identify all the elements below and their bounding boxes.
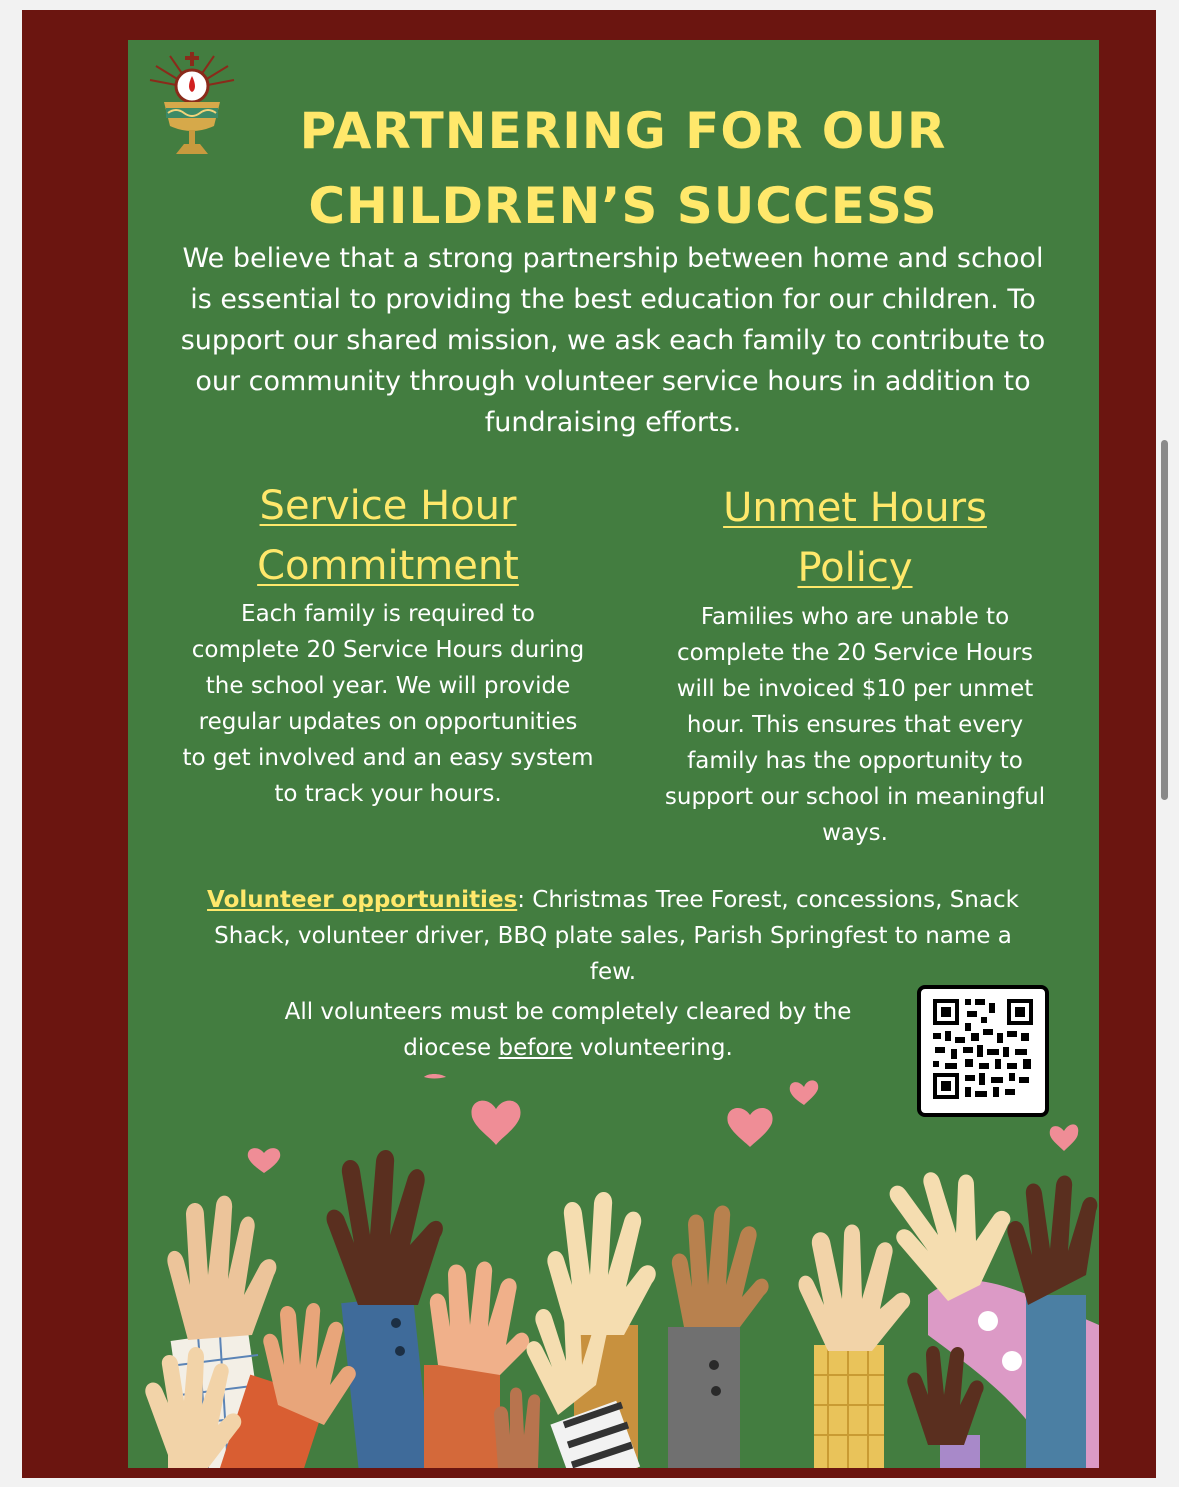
heading-line: Commitment [257,543,519,589]
intro-line: is essential to providing the best education for our children. To [190,284,1036,315]
text-line: ways. [822,820,888,846]
text-line: regular updates on opportunities [198,709,578,735]
hand [1007,1175,1097,1305]
text-line: Families who are unable to [700,604,1010,630]
hand [799,1225,911,1352]
volunteer-line: Shack, volunteer driver, BBQ plate sales, Parish Springfest to name a [214,923,1012,949]
unmet-hours-heading [625,478,1085,598]
clearance-notice [238,994,898,1066]
scrollbar[interactable] [1161,440,1168,800]
flyer-poster [128,40,1099,1468]
text-line: family has the opportunity to [687,748,1023,774]
text-line: to track your hours. [274,781,502,807]
intro-line: We believe that a strong partnership between home and school [182,243,1044,274]
title-line: CHILDREN’S SUCCESS [308,177,938,235]
hand [890,1172,1011,1301]
raised-hands-illustration [128,1065,1099,1468]
text-line: complete the 20 Service Hours [676,640,1034,666]
intro-paragraph [152,238,1074,443]
volunteer-line: few. [589,959,637,985]
text-line: hour. This ensures that every [686,712,1024,738]
chalice-logo-icon [146,52,238,160]
volunteer-label: Volunteer opportunities [207,887,518,913]
hand [430,1261,529,1375]
clearance-text: diocese [403,1035,499,1061]
heart-icon [248,1074,1078,1173]
volunteer-list: : Christmas Tree Forest, concessions, Snack [517,887,1019,913]
clearance-emphasis: before [498,1035,573,1061]
clearance-line: All volunteers must be completely cleared by the [284,999,852,1025]
heading-line: Policy [797,545,913,591]
service-hour-text [152,596,624,812]
text-line: complete 20 Service Hours during [191,637,585,663]
heading-line: Service Hour [259,483,517,529]
text-line: to get involved and an easy system [182,745,594,771]
text-line: Each family is required to [241,601,535,627]
intro-line: fundraising efforts. [484,407,742,438]
clearance-line [238,1030,898,1066]
text-line: will be invoiced $10 per unmet [676,676,1034,702]
poster-frame [22,10,1156,1478]
page-title [248,94,998,244]
text-line: support our school in meaningful [664,784,1046,810]
clearance-text: volunteering. [572,1035,733,1061]
volunteer-line [168,882,1058,918]
text-line: the school year. We will provide [205,673,571,699]
hand [547,1192,655,1335]
volunteer-opportunities [168,882,1058,990]
hand [494,1388,540,1469]
intro-line: our community through volunteer service hours in addition to [195,366,1031,397]
heading-line: Unmet Hours [723,485,987,531]
intro-line: support our shared mission, we ask each family to contribute to [180,325,1046,356]
hand [327,1150,443,1305]
hand [167,1196,276,1340]
service-hour-heading [158,476,618,596]
unmet-hours-text [625,599,1085,851]
hand [672,1205,769,1327]
title-line: PARTNERING FOR OUR [299,102,947,160]
